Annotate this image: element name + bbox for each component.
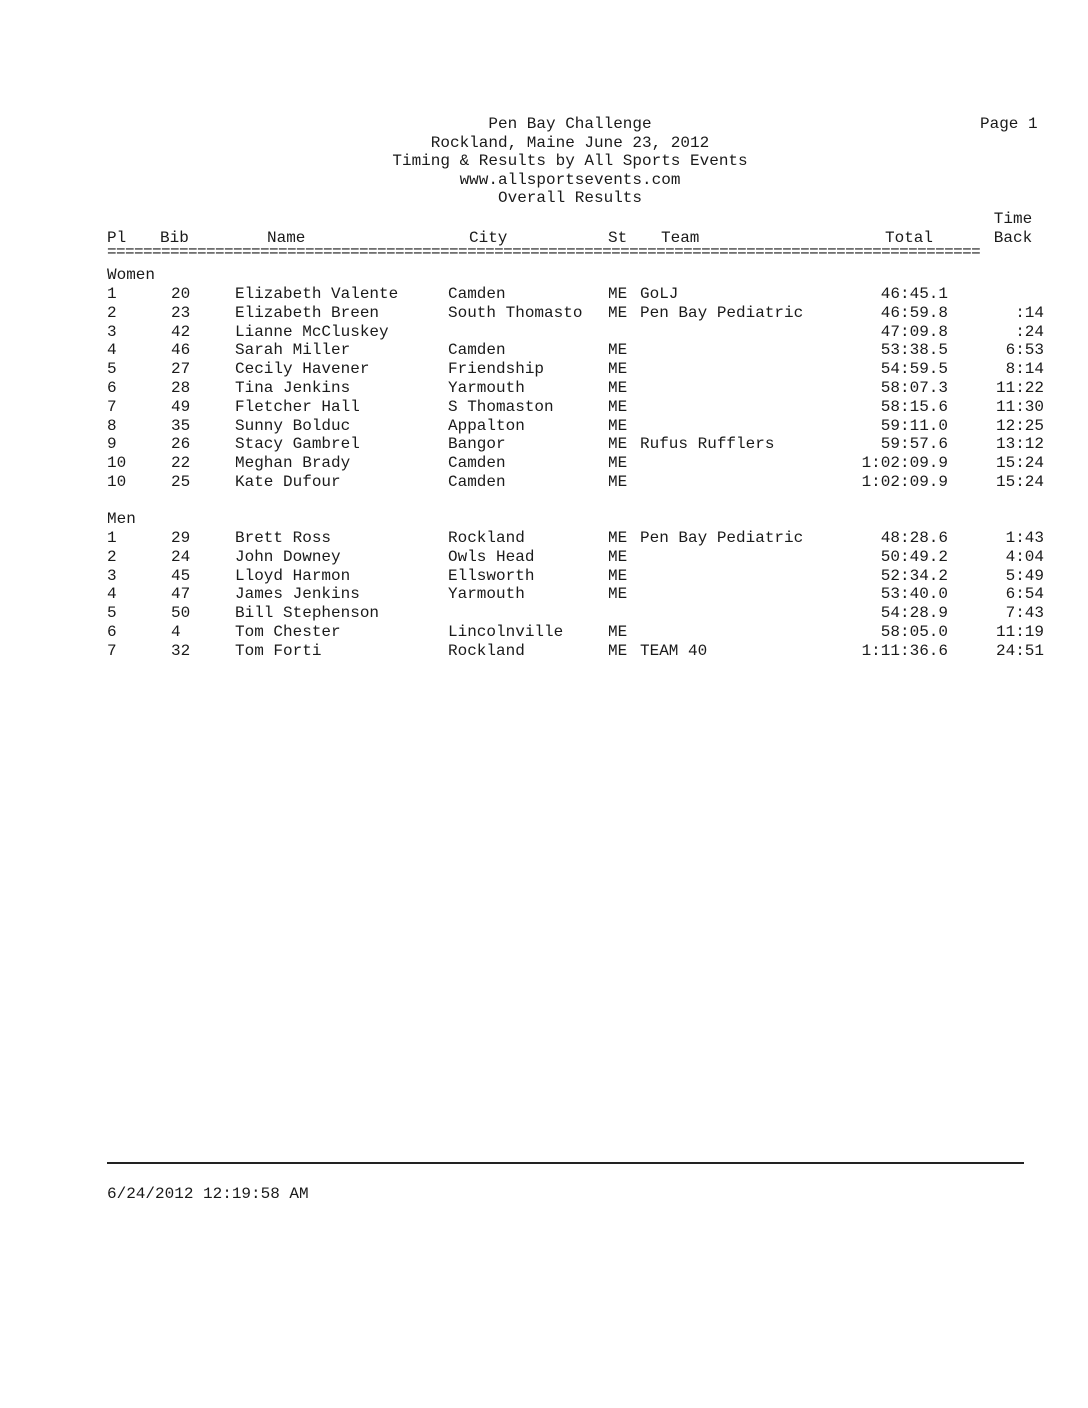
state-cell: ME [608,360,628,379]
table-row [0,323,1088,342]
place-cell: 6 [107,379,117,397]
city-cell: Lincolnville [448,623,564,641]
bib-cell: 22 [171,454,191,473]
bib-cell: 20 [171,285,191,303]
place-cell: 5 [107,604,117,623]
place-cell: 7 [107,641,117,660]
time-back-cell: 5:49 [1005,566,1044,585]
time-back-cell: 11:22 [995,379,1044,397]
name-cell: Lloyd Harmon [235,566,351,585]
footer-rule [107,1162,1024,1164]
table-row [0,304,1088,323]
col-city: City [469,229,508,247]
table-row [0,417,1088,436]
state-cell: ME [608,285,628,303]
section-label-women: Women [107,266,156,284]
city-cell: Rockland [448,529,525,547]
name-cell: Elizabeth Breen [235,303,380,322]
place-cell: 3 [107,322,117,341]
city-cell: Camden [448,341,506,360]
total-time-cell: 1:02:09.9 [861,454,948,473]
bib-cell: 32 [171,641,191,660]
total-time-cell: 53:40.0 [880,585,948,604]
name-cell: Tina Jenkins [235,379,351,397]
total-time-cell: 58:05.0 [880,623,948,641]
table-row [0,435,1088,454]
state-cell: ME [608,473,628,491]
report-subtitle: Overall Results [497,189,643,208]
name-cell: Cecily Havener [235,360,370,379]
total-time-cell: 46:59.8 [880,303,948,322]
city-cell: Rockland [448,641,525,660]
total-time-cell: 54:28.9 [880,604,948,623]
name-cell: Tom Forti [235,641,322,660]
state-cell: ME [608,303,628,322]
table-row [0,341,1088,360]
col-name: Name [267,229,306,247]
table-row [0,623,1088,642]
table-row [0,360,1088,379]
name-cell: Fletcher Hall [235,397,360,416]
time-back-cell: 7:43 [1005,604,1044,623]
city-cell: Yarmouth [448,379,525,397]
name-cell: Tom Chester [235,623,341,641]
place-cell: 4 [107,341,117,360]
team-cell: GoLJ [640,285,679,303]
time-back-cell: 15:24 [995,454,1044,473]
name-cell: Bill Stephenson [235,604,380,623]
state-cell: ME [608,641,628,660]
time-back-cell: 11:30 [995,397,1044,416]
col-total: Total [885,229,934,247]
time-back-cell: 4:04 [1005,547,1044,566]
state-cell: ME [608,547,628,566]
table-row [0,398,1088,417]
state-cell: ME [608,416,628,435]
time-back-cell: 6:54 [1005,585,1044,604]
total-time-cell: 59:11.0 [880,416,948,435]
total-time-cell: 48:28.6 [880,529,948,547]
city-cell: Camden [448,285,506,303]
total-time-cell: 58:07.3 [880,379,948,397]
bib-cell: 45 [171,566,191,585]
time-back-cell: 8:14 [1005,360,1044,379]
state-cell: ME [608,623,628,641]
state-cell: ME [608,454,628,473]
name-cell: John Downey [235,547,341,566]
time-back-cell: 6:53 [1005,341,1044,360]
website: www.allsportsevents.com [459,170,681,189]
table-row [0,567,1088,586]
table-row [0,585,1088,604]
city-cell: Camden [448,473,506,491]
timing-credit: Timing & Results by All Sports Events [392,152,748,171]
name-cell: Elizabeth Valente [235,285,399,303]
place-cell: 3 [107,566,117,585]
total-time-cell: 53:38.5 [880,341,948,360]
report-header [360,115,780,208]
state-cell: ME [608,585,628,604]
state-cell: ME [608,566,628,585]
place-cell: 4 [107,585,117,604]
table-row [0,285,1088,304]
bib-cell: 35 [171,416,191,435]
event-location-date: Rockland, Maine June 23, 2012 [430,133,710,152]
section-label-men: Men [107,510,136,528]
city-cell: South Thomasto [448,303,583,322]
bib-cell: 46 [171,341,191,360]
bib-cell: 28 [171,379,191,397]
table-row [0,604,1088,623]
col-team: Team [661,229,700,247]
table-row [0,454,1088,473]
state-cell: ME [608,397,628,416]
bib-cell: 4 [171,623,181,641]
total-time-cell: 1:11:36.6 [861,641,948,660]
bib-cell: 42 [171,322,191,341]
place-cell: 8 [107,416,117,435]
bib-cell: 24 [171,547,191,566]
total-time-cell: 46:45.1 [880,285,948,303]
name-cell: Sunny Bolduc [235,416,351,435]
time-back-cell: 24:51 [995,641,1044,660]
col-st: St [608,229,628,247]
team-cell: Pen Bay Pediatric [640,303,804,322]
place-cell: 1 [107,529,117,547]
col-time-back-bottom: Back [993,229,1033,247]
table-row [0,548,1088,567]
name-cell: Meghan Brady [235,454,351,473]
total-time-cell: 58:15.6 [880,397,948,416]
time-back-cell: 11:19 [995,623,1044,641]
city-cell: Ellsworth [448,566,535,585]
table-row [0,529,1088,548]
team-cell: TEAM 40 [640,641,708,660]
header-rule: ================================================================================================= [107,243,981,261]
table-row [0,379,1088,398]
team-cell: Rufus Rufflers [640,435,775,454]
total-time-cell: 52:34.2 [880,566,948,585]
place-cell: 2 [107,303,117,322]
state-cell: ME [608,379,628,397]
bib-cell: 29 [171,529,191,547]
total-time-cell: 50:49.2 [880,547,948,566]
state-cell: ME [608,529,628,547]
time-back-cell: 12:25 [995,416,1044,435]
name-cell: Brett Ross [235,529,332,547]
col-bib: Bib [160,229,189,247]
city-cell: Bangor [448,435,506,454]
bib-cell: 27 [171,360,191,379]
bib-cell: 47 [171,585,191,604]
place-cell: 10 [107,473,127,491]
col-pl: Pl [107,229,127,247]
time-back-cell: 13:12 [995,435,1044,454]
total-time-cell: 47:09.8 [880,322,948,341]
city-cell: Yarmouth [448,585,525,604]
bib-cell: 49 [171,397,191,416]
team-cell: Pen Bay Pediatric [640,529,804,547]
city-cell: Owls Head [448,547,535,566]
total-time-cell: 59:57.6 [880,435,948,454]
total-time-cell: 54:59.5 [880,360,948,379]
name-cell: Stacy Gambrel [235,435,360,454]
time-back-cell: 15:24 [995,473,1044,491]
city-cell: Camden [448,454,506,473]
time-back-cell: 1:43 [1005,529,1044,547]
col-time-back-top: Time [993,210,1033,228]
state-cell: ME [608,341,628,360]
city-cell: S Thomaston [448,397,554,416]
place-cell: 2 [107,547,117,566]
table-row [0,473,1088,492]
city-cell: Appalton [448,416,525,435]
place-cell: 1 [107,285,117,303]
place-cell: 10 [107,454,127,473]
bib-cell: 26 [171,435,191,454]
bib-cell: 23 [171,303,191,322]
city-cell: Friendship [448,360,545,379]
print-timestamp: 6/24/2012 12:19:58 AM [107,1185,309,1203]
name-cell: Kate Dufour [235,473,341,491]
bib-cell: 50 [171,604,191,623]
total-time-cell: 1:02:09.9 [861,473,948,491]
bib-cell: 25 [171,473,191,491]
page-number: Page 1 [980,115,1038,133]
state-cell: ME [608,435,628,454]
event-title: Pen Bay Challenge [488,115,652,133]
place-cell: 7 [107,397,117,416]
time-back-cell: :14 [1015,303,1044,322]
name-cell: James Jenkins [235,585,360,604]
place-cell: 9 [107,435,117,454]
place-cell: 5 [107,360,117,379]
table-row [0,642,1088,661]
place-cell: 6 [107,623,117,641]
time-back-cell: :24 [1015,322,1044,341]
name-cell: Lianne McCluskey [235,322,389,341]
name-cell: Sarah Miller [235,341,351,360]
